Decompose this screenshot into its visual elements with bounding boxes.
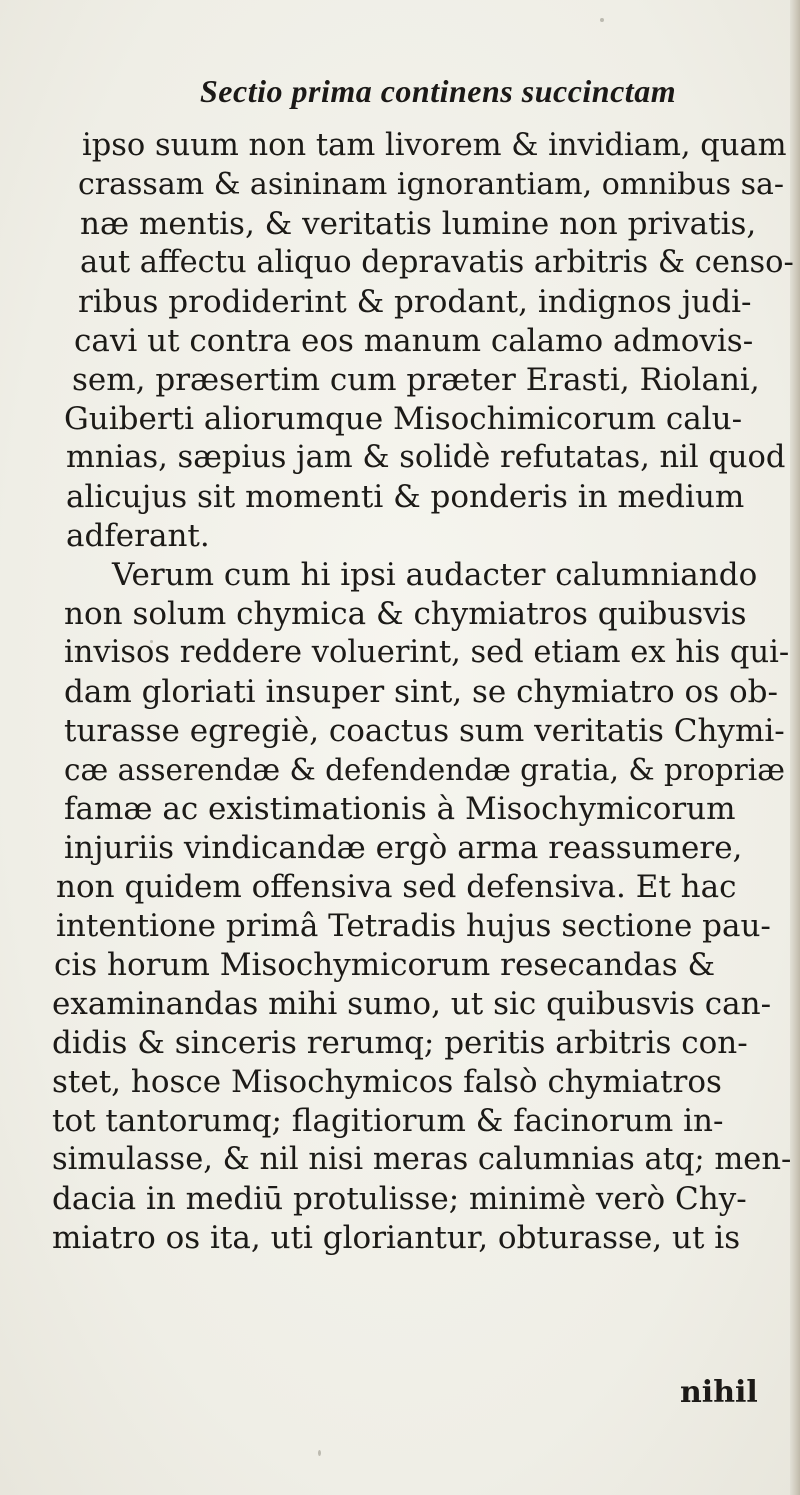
text-line: mnias, sæpius jam & solidè refutatas, nil quod xyxy=(66,440,786,475)
text-line: næ mentis, & veritatis lumine non privatis, xyxy=(80,206,757,242)
page-edge xyxy=(790,0,800,1495)
text-line: alicujus sit momenti & ponderis in medium xyxy=(66,479,745,515)
text-line: intentione primâ Tetradis hujus sectione pau- xyxy=(56,908,771,944)
text-line: miatro os ita, uti gloriantur, obturasse, ut is xyxy=(52,1220,741,1256)
catchword: nihil xyxy=(680,1375,758,1410)
text-line: stet, hosce Misochymicos falsò chymiatros xyxy=(52,1064,722,1100)
text-line: examinandas mihi sumo, ut sic quibusvis can- xyxy=(52,986,772,1022)
text-line: cavi ut contra eos manum calamo admovis- xyxy=(74,323,754,359)
text-line: ipso suum non tam livorem & invidiam, quam xyxy=(82,128,787,163)
paper-speck xyxy=(318,1450,321,1456)
text-line: non quidem offensiva sed defensiva. Et hac xyxy=(56,869,737,905)
text-line: adferant. xyxy=(66,518,210,554)
text-line: famæ ac existimationis à Misochymicorum xyxy=(64,791,736,827)
running-head: Sectio prima continens succinctam xyxy=(200,73,677,109)
text-line: cæ asserendæ & defendendæ gratia, & propriæ xyxy=(64,753,785,787)
text-line: tot tantorumq; flagitiorum & facinorum in- xyxy=(52,1103,724,1139)
text-line: cis horum Misochymicorum resecandas & xyxy=(54,947,716,983)
text-line: simulasse, & nil nisi meras calumnias atq; men- xyxy=(52,1142,792,1177)
text-line: non solum chymica & chymiatros quibusvis xyxy=(64,596,747,632)
text-line: dam gloriati insuper sint, se chymiatro os ob- xyxy=(64,674,778,710)
paper-speck xyxy=(600,18,604,22)
text-line: sem, præsertim cum præter Erasti, Riolani, xyxy=(72,362,760,398)
text-line: dacia in mediū protulisse; minimè verò Chy- xyxy=(52,1181,747,1217)
text-line: Guiberti aliorumque Misochimicorum calu- xyxy=(64,401,743,437)
text-line: Verum cum hi ipsi audacter calumniando xyxy=(112,557,758,593)
text-line: invisos reddere voluerint, sed etiam ex his qui- xyxy=(64,635,790,670)
text-line: aut affectu aliquo depravatis arbitris & censo- xyxy=(80,245,794,280)
text-line: crassam & asininam ignorantiam, omnibus sa- xyxy=(78,167,784,202)
text-line: injuriis vindicandæ ergò arma reassumere, xyxy=(64,830,743,866)
text-line: turasse egregiè, coactus sum veritatis Chymi- xyxy=(64,713,785,749)
text-line: didis & sinceris rerumq; peritis arbitris con- xyxy=(52,1025,748,1061)
text-line: ribus prodiderint & prodant, indignos judi- xyxy=(78,284,752,320)
